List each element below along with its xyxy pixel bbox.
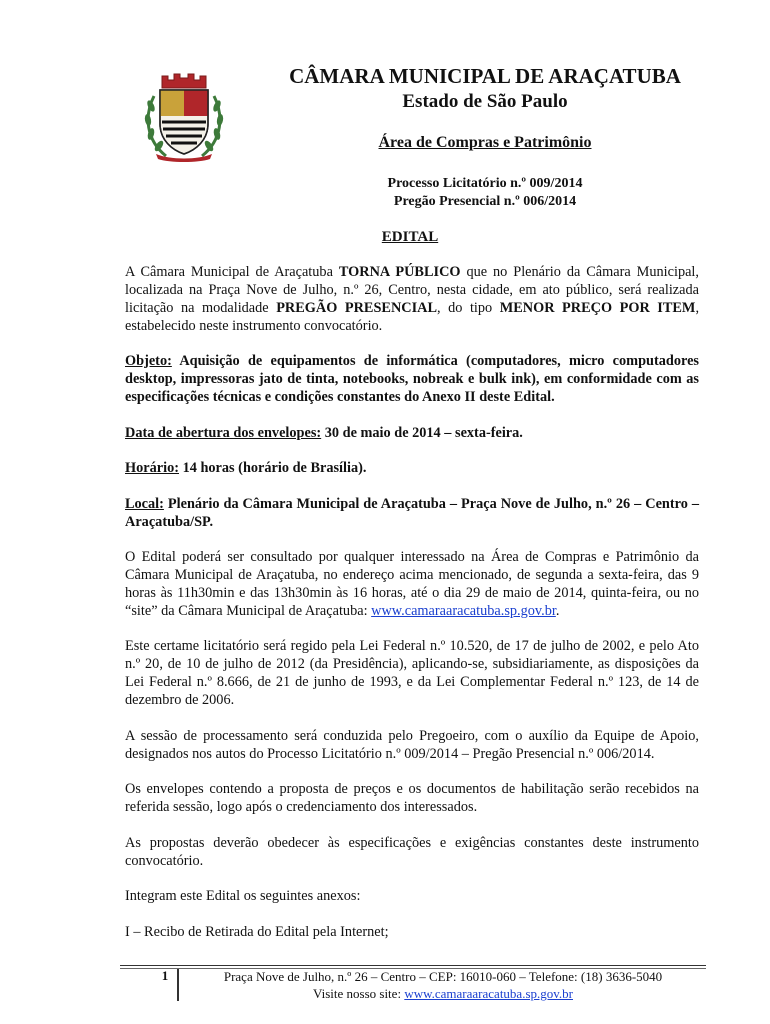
intro-paragraph: A Câmara Municipal de Araçatuba TORNA PÚBLICO que no Plenário da Câmara Municipal, localizada na Praça Nove de Julho, n.º 26, Centro, nesta cidade, em ato público, será realizada licitação na modalidade PREGÃO PRESENCIAL, do tipo MENOR PREÇO POR ITEM, estabelecido neste instrumento convocatório.	[125, 264, 700, 334]
footer-site: Visite nosso site: www.camaraaracatuba.sp.gov.br	[313, 986, 573, 1001]
footer-site-link[interactable]: www.camaraaracatuba.sp.gov.br	[404, 986, 573, 1001]
edital-heading: EDITAL	[381, 229, 439, 245]
page-number: 1	[161, 968, 169, 983]
pregao-number: Pregão Presencial n.º 006/2014	[393, 194, 577, 209]
abertura-paragraph: Data de abertura dos envelopes: 30 de maio de 2014 – sexta-feira.	[125, 425, 523, 441]
legislacao-paragraph: Este certame licitatório será regido pela Lei Federal n.º 10.520, de 17 de julho de 2002, e pelo Ato n.º 20, de 10 de julho de 2012 (da Presidência), aplicando-se, subsidiariamente, as disposições da Lei Federal n.º 8.666, de 21 de junho de 1993, e da Lei Complementar Federal n.º 123, de 14 de dezembro de 2006.	[125, 638, 699, 708]
objeto-paragraph: Objeto: Aquisição de equipamentos de informática (computadores, micro computadores desktop, impressoras jato de tinta, notebooks, nobreak e bulk ink), em conformidade com as especificações técnicas e condições constantes do Anexo II deste Edital.	[125, 353, 699, 405]
department-heading: Área de Compras e Patrimônio	[378, 134, 592, 151]
anexos-intro: Integram este Edital os seguintes anexos:	[125, 888, 361, 904]
page-title: CÂMARA MUNICIPAL DE ARAÇATUBA	[289, 64, 681, 88]
local-paragraph: Local: Plenário da Câmara Municipal de Araçatuba – Praça Nove de Julho, n.º 26 – Centro – Araçatuba/SP.	[125, 496, 699, 530]
footer-address: Praça Nove de Julho, n.º 26 – Centro – CEP: 16010-060 – Telefone: (18) 3636-5040	[223, 969, 663, 984]
footer-divider	[120, 965, 706, 966]
coat-of-arms-icon	[140, 66, 228, 162]
objeto-label: Objeto:	[125, 353, 172, 369]
horario-label: Horário:	[125, 460, 179, 476]
site-link[interactable]: www.camaraaracatuba.sp.gov.br	[371, 603, 556, 619]
page-subtitle: Estado de São Paulo	[402, 91, 568, 112]
footer-separator	[177, 969, 179, 1001]
local-label: Local:	[125, 496, 164, 512]
envelopes-paragraph: Os envelopes contendo a proposta de preços e os documentos de habilitação serão recebidos na referida sessão, logo após o credenciamento dos interessados.	[125, 781, 699, 815]
anexo-item: I – Recibo de Retirada do Edital pela Internet;	[125, 924, 389, 940]
consulta-paragraph: O Edital poderá ser consultado por qualquer interessado na Área de Compras e Patrimônio da Câmara Municipal de Araçatuba, no endereço acima mencionado, de segunda a sexta-feira, das 9 horas às 11h30min e das 13h30min às 16 horas, até o dia 29 de maio de 2014, quinta-feira, ou no “site” da Câmara Municipal de Araçatuba: www.camaraaracatuba.sp.gov.br.	[125, 549, 699, 619]
propostas-paragraph: As propostas deverão obedecer às especificações e exigências constantes deste instrumento convocatório.	[125, 835, 699, 869]
abertura-label: Data de abertura dos envelopes:	[125, 425, 322, 441]
horario-paragraph: Horário: 14 horas (horário de Brasília).	[125, 460, 367, 476]
process-number: Processo Licitatório n.º 009/2014	[387, 176, 583, 191]
sessao-paragraph: A sessão de processamento será conduzida pelo Pregoeiro, com o auxílio da Equipe de Apoio, designados nos autos do Processo Licitatório n.º 009/2014 – Pregão Presencial n.º 006/2014.	[125, 728, 699, 762]
